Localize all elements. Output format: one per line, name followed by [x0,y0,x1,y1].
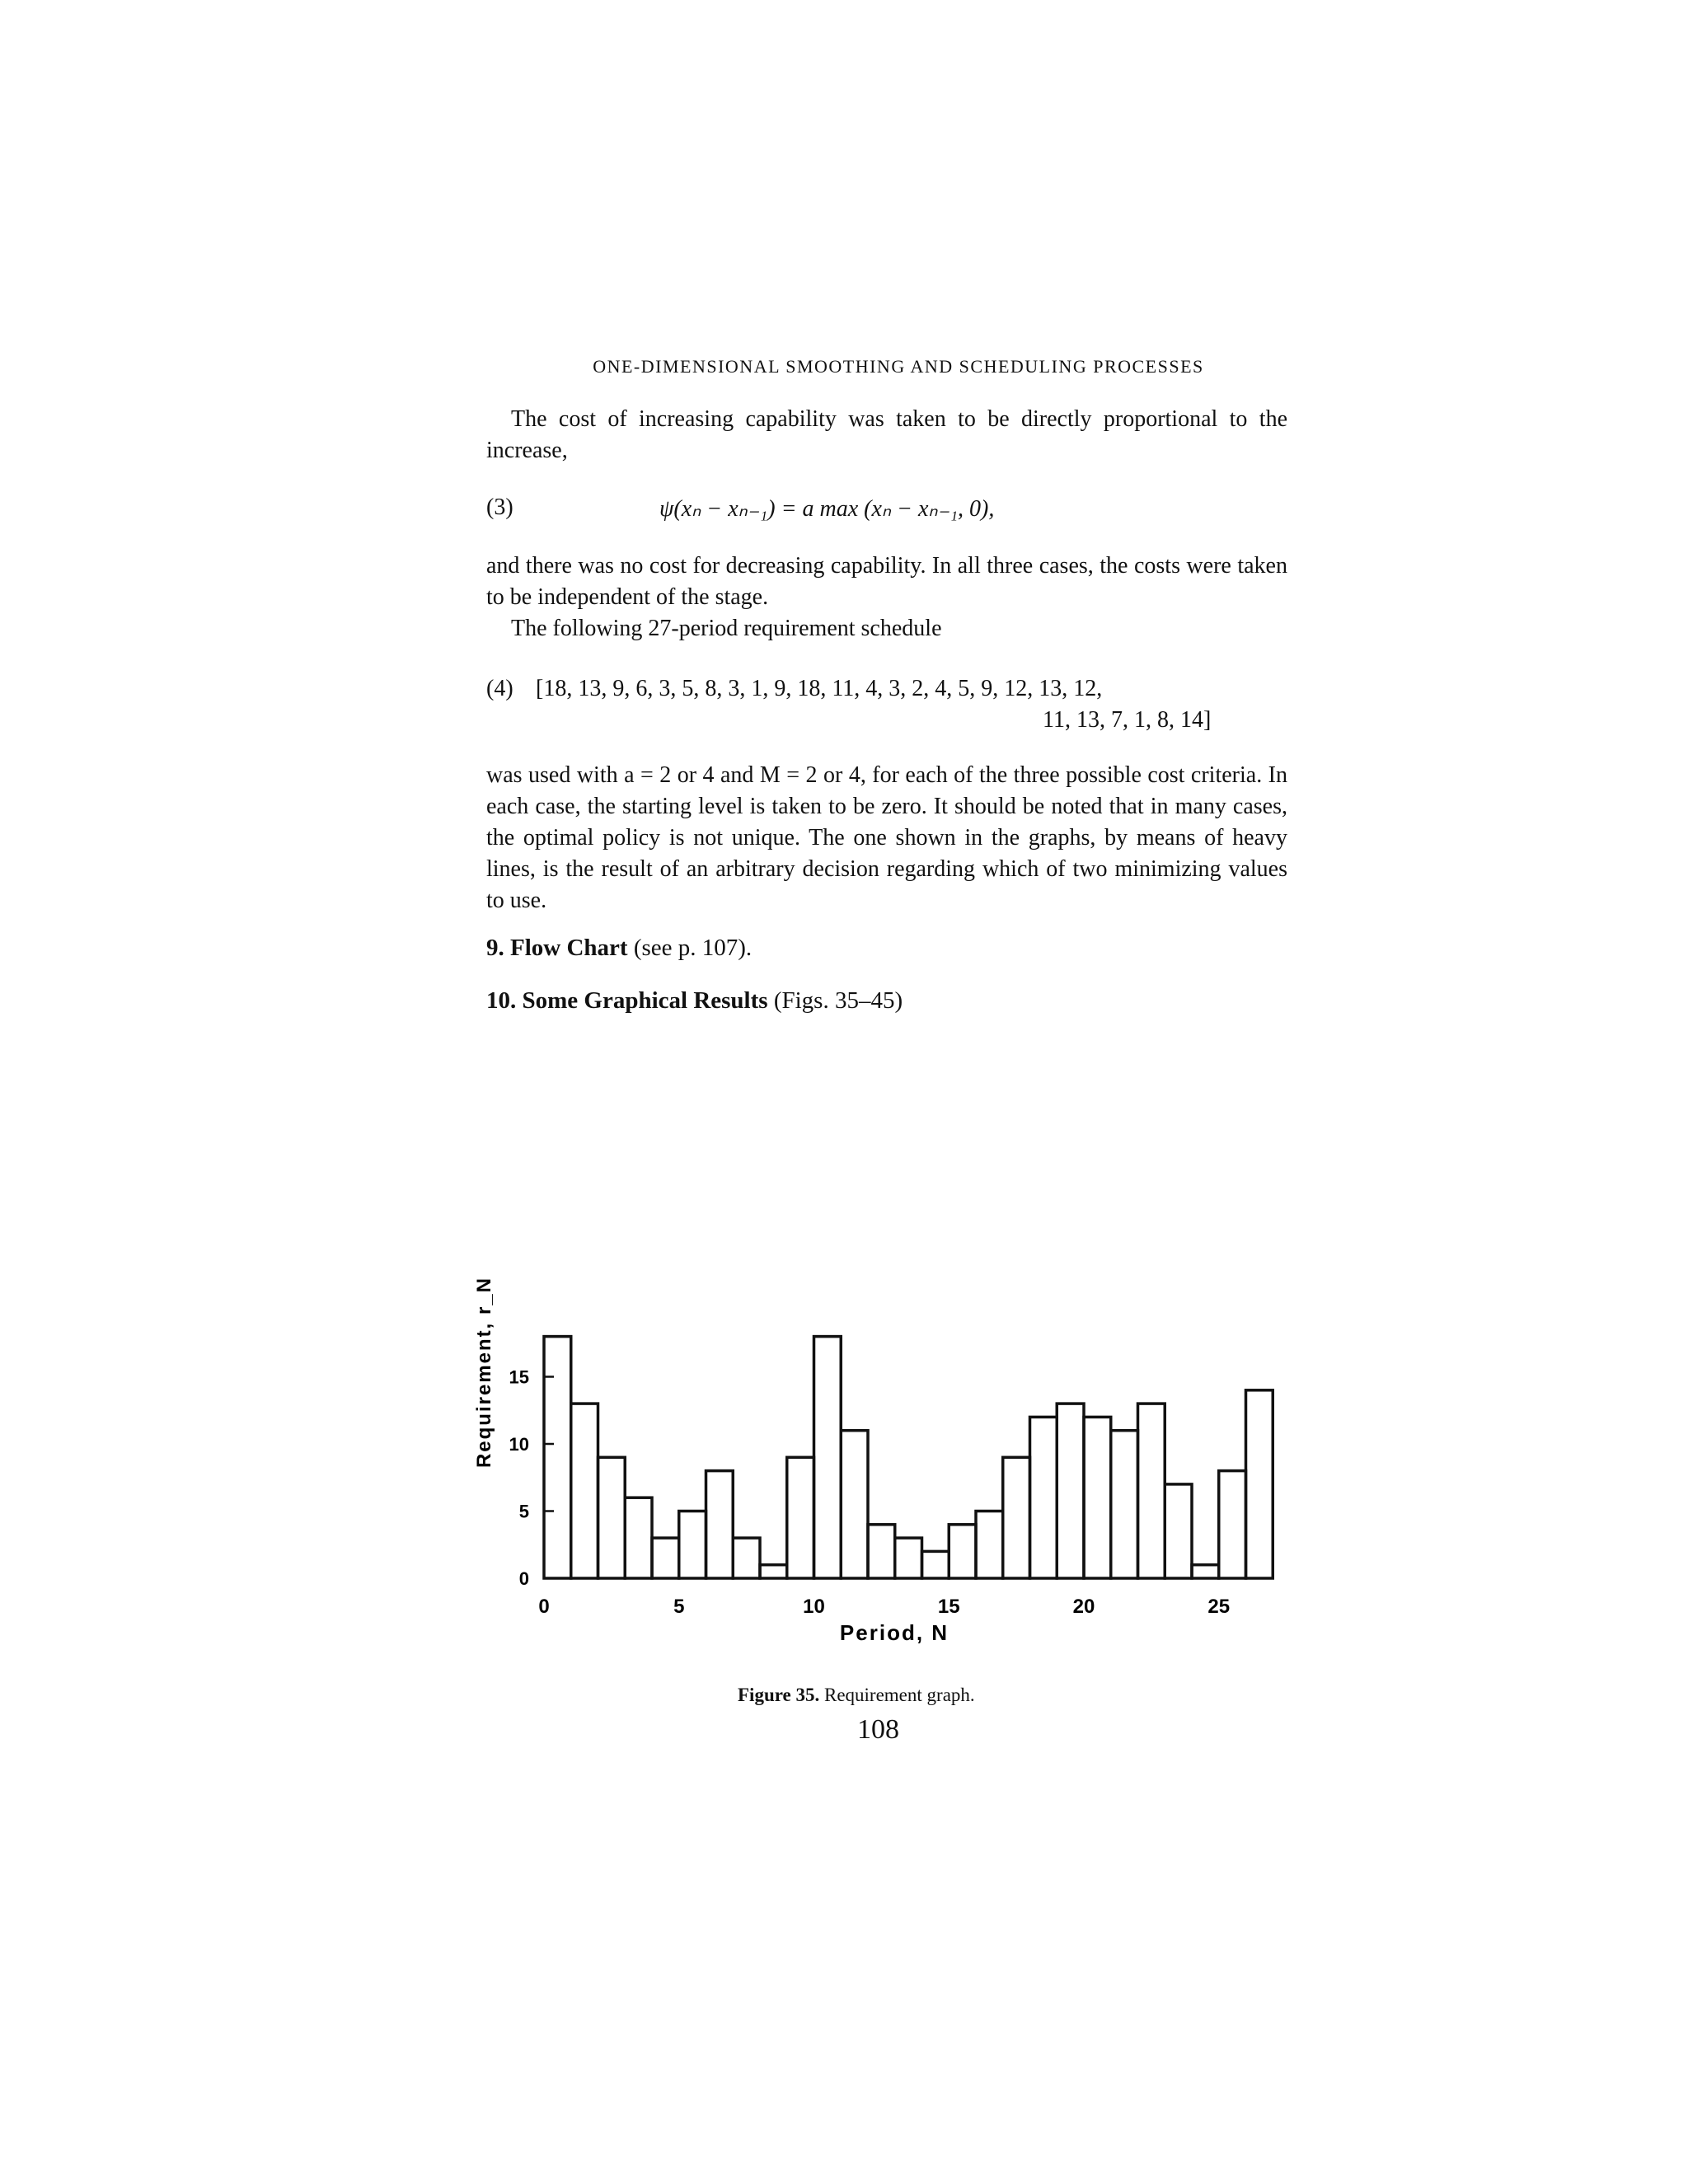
equation-4-line1: [18, 13, 9, 6, 3, 5, 8, 3, 1, 9, 18, 11, 4, 3, 2, 4, 5, 9, 12, 13, 12, [536,676,1103,701]
step-bar-24 [1165,1484,1192,1578]
x-axis-label: Period, N [839,1620,950,1645]
step-bar-9 [760,1565,787,1578]
step-bar-4 [625,1497,652,1578]
x-tick-label-20: 20 [1072,1596,1095,1618]
step-bar-21 [1084,1417,1111,1578]
paragraph-no-cost: and there was no cost for decreasing capability. In all three cases, the costs were taken to be independent of the stage. [486,553,1287,610]
step-bar-6 [679,1511,706,1579]
paragraph-schedule-intro: The following 27-period requirement schedule [511,616,942,641]
step-bar-16 [949,1525,976,1578]
step-bar-23 [1138,1404,1165,1578]
section-9-title: Flow Chart [510,935,628,961]
equation-4-number: (4) [486,676,513,701]
step-bar-13 [868,1525,895,1578]
figure-caption-text: Requirement graph. [823,1685,975,1705]
step-bar-15 [922,1551,950,1578]
step-bar-17 [976,1511,1003,1579]
equation-3-number: (3) [486,494,513,520]
section-9-note: (see p. 107). [633,935,753,961]
figure-caption-label: Figure 35. [738,1685,820,1705]
y-tick-label-15: 15 [509,1366,529,1388]
page-number: 108 [857,1714,899,1745]
equation-3: ψ(xₙ − xₙ₋₁) = a max (xₙ − xₙ₋₁, 0), [659,496,995,522]
step-bar-5 [652,1538,679,1578]
step-bar-26 [1219,1471,1246,1578]
step-bar-1 [544,1337,571,1578]
chart-step-series [544,1337,1273,1578]
equation-4-line2: 11, 13, 7, 1, 8, 14] [1043,707,1212,733]
step-bar-22 [1111,1431,1138,1578]
section-10-title: Some Graphical Results [522,987,768,1014]
figure-caption [738,1685,975,1706]
y-tick-label-5: 5 [518,1501,529,1522]
step-bar-18 [1003,1457,1030,1578]
step-bar-27 [1246,1390,1273,1578]
step-bar-11 [814,1337,842,1578]
section-10-number: 10. [486,987,517,1014]
x-tick-label-10: 10 [803,1596,825,1618]
step-bar-10 [787,1457,814,1578]
step-bar-2 [571,1404,598,1578]
y-tick-label-0: 0 [518,1568,529,1589]
step-bar-19 [1030,1417,1057,1578]
x-tick-label-15: 15 [937,1596,960,1618]
x-tick-label-5: 5 [673,1596,685,1618]
x-tick-label-0: 0 [538,1596,550,1618]
chart-ticks [509,1367,1231,1619]
step-bar-12 [841,1431,868,1578]
y-axis-label: Requirement, r_N [473,1276,495,1469]
paragraph-usage: was used with a = 2 or 4 and M = 2 or 4, for each of the three possible cost criteria. In each case, the starting level is taken to be zero. It should be noted that in many cases, the optimal policy is not unique. The one shown in the graphs, by means of heavy lines, is the result of an arbitrary decision regarding which of two minimizing values to use. [486,762,1287,913]
section-9-number: 9. [486,935,504,961]
step-bar-7 [706,1471,734,1578]
y-tick-label-10: 10 [509,1434,529,1455]
running-head: ONE-DIMENSIONAL SMOOTHING AND SCHEDULING PROCESSES [593,356,1204,377]
paragraph-cost-increase: The cost of increasing capability was taken to be directly proportional to the increase, [486,406,1287,463]
step-bar-25 [1192,1565,1219,1578]
step-bar-3 [598,1457,626,1578]
step-bar-20 [1057,1404,1084,1578]
section-10-note: (Figs. 35–45) [773,987,903,1014]
step-bar-14 [895,1538,922,1578]
step-bar-8 [733,1538,760,1578]
x-tick-label-25: 25 [1207,1596,1231,1618]
